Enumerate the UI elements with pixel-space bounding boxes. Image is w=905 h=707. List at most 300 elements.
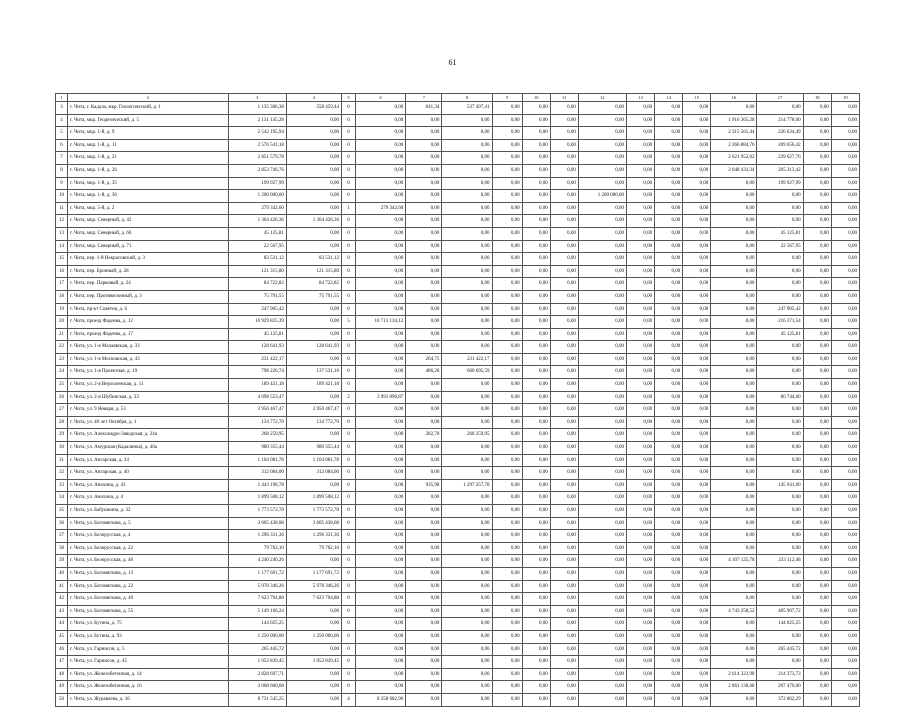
value-cell: 0,00: [442, 391, 492, 404]
value-cell: 0,00: [356, 567, 406, 580]
value-cell: 0,00: [522, 416, 550, 429]
value-cell: 1 177 691,72: [228, 567, 286, 580]
value-cell: 0,00: [356, 190, 406, 203]
value-cell: 0,00: [522, 139, 550, 152]
value-cell: 0,00: [655, 530, 683, 543]
value-cell: 0: [342, 555, 356, 568]
value-cell: 0,00: [711, 366, 757, 379]
value-cell: 265 445,72: [757, 643, 803, 656]
value-cell: 0,00: [627, 630, 655, 643]
value-cell: 1 104 081,78: [286, 454, 341, 467]
row-number-cell: 35: [56, 505, 68, 518]
value-cell: 0,00: [683, 202, 711, 215]
value-cell: 0,00: [831, 593, 859, 606]
value-cell: 0,00: [655, 190, 683, 203]
address-cell: г. Чита, ул. Ангарская, д. 34: [68, 454, 229, 467]
value-cell: 0,00: [406, 265, 442, 278]
row-number-cell: 29: [56, 429, 68, 442]
value-cell: 0,00: [757, 190, 803, 203]
value-cell: 0,00: [831, 479, 859, 492]
value-cell: 0,00: [627, 240, 655, 253]
row-number-cell: 44: [56, 618, 68, 631]
table-row: [56, 467, 860, 480]
value-cell: 1 200 000,00: [228, 190, 286, 203]
value-cell: 0,00: [803, 681, 831, 694]
value-cell: 0,00: [757, 341, 803, 354]
value-cell: 0,00: [683, 416, 711, 429]
value-cell: 0: [342, 139, 356, 152]
value-cell: 0,00: [522, 391, 550, 404]
value-cell: 0,00: [550, 341, 578, 354]
value-cell: 0,00: [655, 227, 683, 240]
value-cell: 0,00: [286, 190, 341, 203]
value-cell: 0: [342, 580, 356, 593]
value-cell: 0,00: [522, 668, 550, 681]
value-cell: 0,00: [442, 517, 492, 530]
row-number-cell: 40: [56, 567, 68, 580]
value-cell: 0,00: [522, 152, 550, 165]
value-cell: 0,00: [522, 681, 550, 694]
value-cell: 0,00: [492, 215, 522, 228]
value-cell: 0,00: [492, 454, 522, 467]
value-cell: 229 627,76: [757, 152, 803, 165]
value-cell: 0,00: [627, 278, 655, 291]
value-cell: 264,75: [406, 353, 442, 366]
value-cell: 0,00: [627, 467, 655, 480]
value-cell: 0,00: [803, 152, 831, 165]
value-cell: 247 905,42: [228, 303, 286, 316]
value-cell: 0,00: [831, 429, 859, 442]
value-cell: 0,00: [550, 316, 578, 329]
value-cell: 0,00: [803, 505, 831, 518]
table-row: [56, 454, 860, 467]
value-cell: 0,00: [286, 152, 341, 165]
value-cell: 0,00: [442, 316, 492, 329]
value-cell: 0,00: [803, 202, 831, 215]
value-cell: 0,00: [711, 341, 757, 354]
value-cell: 0,00: [578, 240, 626, 253]
value-cell: 0,00: [442, 580, 492, 593]
value-cell: 0,00: [711, 404, 757, 417]
value-cell: 2: [342, 391, 356, 404]
value-cell: 1 052 839,45: [228, 656, 286, 669]
value-cell: 0,00: [711, 190, 757, 203]
value-cell: 0,00: [522, 505, 550, 518]
value-cell: 0,00: [356, 530, 406, 543]
value-cell: 0,00: [406, 240, 442, 253]
value-cell: 0,00: [550, 366, 578, 379]
value-cell: 0,00: [683, 240, 711, 253]
value-cell: 0,00: [627, 618, 655, 631]
value-cell: 0,00: [683, 530, 711, 543]
table-row: [56, 152, 860, 165]
value-cell: 0,00: [442, 416, 492, 429]
value-cell: 2 131 145,28: [228, 114, 286, 127]
value-cell: 0,00: [803, 127, 831, 140]
value-cell: 0,00: [803, 618, 831, 631]
value-cell: 231 422,17: [228, 353, 286, 366]
value-cell: 0,00: [803, 240, 831, 253]
value-cell: 0,00: [655, 668, 683, 681]
value-cell: 0,00: [492, 379, 522, 392]
value-cell: 0,00: [711, 593, 757, 606]
value-cell: 0,00: [627, 530, 655, 543]
value-cell: 279 342,60: [356, 202, 406, 215]
row-number-cell: 33: [56, 479, 68, 492]
value-cell: 372 862,29: [757, 693, 803, 706]
address-cell: г. Чита, ул. Анохина, д. 4: [68, 492, 229, 505]
value-cell: 0,00: [492, 127, 522, 140]
value-cell: 0,00: [356, 114, 406, 127]
value-cell: 0,00: [356, 618, 406, 631]
value-cell: 0,00: [711, 567, 757, 580]
header-cell: 10: [522, 94, 550, 102]
value-cell: 0: [342, 404, 356, 417]
value-cell: 0,00: [522, 303, 550, 316]
address-cell: г. Чита, ул. Бабушкина, д. 32: [68, 505, 229, 518]
value-cell: 0,00: [803, 467, 831, 480]
value-cell: 0,00: [655, 467, 683, 480]
row-number-cell: 23: [56, 353, 68, 366]
address-cell: г. Чита, пер. Бронный, д. 28: [68, 265, 229, 278]
value-cell: 121 315,80: [228, 265, 286, 278]
value-cell: 0,00: [356, 555, 406, 568]
table-row: [56, 555, 860, 568]
table-row: [56, 593, 860, 606]
value-cell: 0,00: [550, 177, 578, 190]
value-cell: 0,00: [578, 517, 626, 530]
row-number-cell: 46: [56, 643, 68, 656]
value-cell: 0,00: [356, 353, 406, 366]
value-cell: 0,00: [406, 416, 442, 429]
value-cell: 0,00: [831, 366, 859, 379]
table-row: [56, 303, 860, 316]
value-cell: 0,00: [683, 693, 711, 706]
value-cell: 0,00: [627, 353, 655, 366]
value-cell: 0,00: [655, 328, 683, 341]
value-cell: 0,00: [550, 593, 578, 606]
value-cell: 0,00: [522, 530, 550, 543]
value-cell: 0,00: [757, 542, 803, 555]
value-cell: 0,00: [356, 177, 406, 190]
value-cell: 0,00: [655, 278, 683, 291]
value-cell: 0,00: [442, 240, 492, 253]
value-cell: 0,00: [803, 379, 831, 392]
value-cell: 537 497,41: [442, 102, 492, 115]
row-number-cell: 31: [56, 454, 68, 467]
row-number-cell: 42: [56, 593, 68, 606]
value-cell: 0,00: [442, 164, 492, 177]
value-cell: 0,00: [711, 391, 757, 404]
value-cell: 0,00: [627, 177, 655, 190]
value-cell: 3 605 438,08: [286, 517, 341, 530]
table-row: [56, 227, 860, 240]
value-cell: 0,00: [406, 177, 442, 190]
value-cell: 0,00: [578, 316, 626, 329]
value-cell: 0,00: [711, 693, 757, 706]
value-cell: 0: [342, 366, 356, 379]
value-cell: 0,00: [550, 290, 578, 303]
value-cell: 0,00: [578, 341, 626, 354]
value-cell: 0,00: [578, 215, 626, 228]
value-cell: 0,00: [655, 215, 683, 228]
row-number-cell: 50: [56, 693, 68, 706]
value-cell: 0,00: [442, 379, 492, 392]
value-cell: 0,00: [356, 102, 406, 115]
row-number-cell: 15: [56, 253, 68, 266]
value-cell: 0,00: [492, 643, 522, 656]
value-cell: 1 899 508,12: [286, 492, 341, 505]
value-cell: 0,00: [655, 353, 683, 366]
value-cell: 0,00: [442, 152, 492, 165]
value-cell: 0,00: [442, 215, 492, 228]
value-cell: 0,00: [757, 416, 803, 429]
value-cell: 0,00: [757, 290, 803, 303]
value-cell: 0,00: [550, 139, 578, 152]
value-cell: 0,00: [803, 102, 831, 115]
value-cell: 0,00: [803, 316, 831, 329]
value-cell: 0,00: [550, 643, 578, 656]
value-cell: 0,00: [442, 643, 492, 656]
value-cell: 0,00: [442, 139, 492, 152]
value-cell: 0,00: [627, 580, 655, 593]
value-cell: 0,00: [406, 341, 442, 354]
value-cell: 0,00: [803, 290, 831, 303]
value-cell: 0,00: [492, 630, 522, 643]
value-cell: 0,00: [803, 517, 831, 530]
value-cell: 0,00: [831, 102, 859, 115]
value-cell: 0,00: [522, 479, 550, 492]
value-cell: 0,00: [683, 177, 711, 190]
value-cell: 0,00: [578, 429, 626, 442]
row-number-cell: 48: [56, 668, 68, 681]
value-cell: 0,00: [550, 517, 578, 530]
value-cell: 0,00: [627, 656, 655, 669]
value-cell: 0,00: [550, 479, 578, 492]
row-number-cell: 4: [56, 114, 68, 127]
value-cell: 0,00: [522, 605, 550, 618]
value-cell: 0,00: [831, 693, 859, 706]
value-cell: 0: [342, 416, 356, 429]
value-cell: 0,00: [655, 442, 683, 455]
table-row: [56, 580, 860, 593]
row-number-cell: 20: [56, 316, 68, 329]
value-cell: 0,00: [578, 542, 626, 555]
value-cell: 45 125,81: [228, 328, 286, 341]
row-number-cell: 28: [56, 416, 68, 429]
value-cell: 0,00: [655, 630, 683, 643]
address-cell: г. Чита, ул. Александро-Заводская, д. 24а: [68, 429, 229, 442]
table-row: [56, 479, 860, 492]
table-row: [56, 353, 860, 366]
value-cell: 0,00: [683, 379, 711, 392]
value-cell: 1 104 081,78: [228, 454, 286, 467]
value-cell: 0,00: [683, 618, 711, 631]
value-cell: 0,00: [550, 467, 578, 480]
value-cell: 0,00: [627, 127, 655, 140]
value-cell: 0,00: [655, 517, 683, 530]
value-cell: 0,00: [550, 227, 578, 240]
value-cell: 0,00: [442, 605, 492, 618]
table-row: [56, 391, 860, 404]
value-cell: 2 315 561,44: [711, 127, 757, 140]
value-cell: 0,00: [627, 643, 655, 656]
value-cell: 0,00: [627, 139, 655, 152]
value-cell: 0,00: [831, 278, 859, 291]
row-number-cell: 49: [56, 681, 68, 694]
value-cell: 0,00: [683, 127, 711, 140]
value-cell: 0,00: [711, 328, 757, 341]
value-cell: 0,00: [578, 152, 626, 165]
value-cell: 0,00: [492, 593, 522, 606]
value-cell: 0,00: [492, 328, 522, 341]
value-cell: 0,00: [655, 429, 683, 442]
address-cell: г. Чита, ул. Ангарская, д. 40: [68, 467, 229, 480]
value-cell: 0,00: [831, 139, 859, 152]
value-cell: 4: [342, 693, 356, 706]
value-cell: 0,00: [757, 278, 803, 291]
table-row: [56, 681, 860, 694]
value-cell: 0,00: [803, 278, 831, 291]
value-cell: 0,00: [406, 328, 442, 341]
value-cell: 0,00: [492, 353, 522, 366]
value-cell: 0,00: [356, 416, 406, 429]
table-row: [56, 517, 860, 530]
value-cell: 0,00: [627, 341, 655, 354]
value-cell: 0,00: [757, 467, 803, 480]
value-cell: 3 068 600,68: [228, 681, 286, 694]
value-cell: 0,00: [757, 429, 803, 442]
table-row: [56, 215, 860, 228]
value-cell: 0,00: [492, 278, 522, 291]
row-number-cell: 22: [56, 341, 68, 354]
value-cell: 0,00: [655, 152, 683, 165]
value-cell: 0,00: [683, 643, 711, 656]
value-cell: 0,00: [442, 290, 492, 303]
value-cell: 0,00: [522, 341, 550, 354]
value-cell: 0,00: [550, 555, 578, 568]
value-cell: 0,00: [406, 215, 442, 228]
value-cell: 0,00: [522, 555, 550, 568]
header-cell: 4: [286, 94, 341, 102]
value-cell: 0,00: [522, 404, 550, 417]
value-cell: 137 531,16: [286, 366, 341, 379]
address-cell: г. Чита, проезд Фадеева, д. 12: [68, 316, 229, 329]
value-cell: 0,00: [655, 605, 683, 618]
table-row: [56, 492, 860, 505]
value-cell: 1 443 198,78: [228, 479, 286, 492]
value-cell: 0,00: [442, 668, 492, 681]
value-cell: 268 259,95: [442, 429, 492, 442]
address-cell: г. Чита, ул. Богомягкова, д. 22: [68, 580, 229, 593]
value-cell: 0,00: [550, 102, 578, 115]
value-cell: 0: [342, 190, 356, 203]
table-row: [56, 505, 860, 518]
value-cell: 0,00: [831, 341, 859, 354]
value-cell: 0,00: [831, 442, 859, 455]
value-cell: 0,00: [711, 492, 757, 505]
value-cell: 0,00: [522, 366, 550, 379]
value-cell: 0,00: [803, 567, 831, 580]
value-cell: 0,00: [356, 643, 406, 656]
value-cell: 0,00: [655, 555, 683, 568]
value-cell: 233 112,48: [757, 555, 803, 568]
header-cell: 9: [492, 94, 522, 102]
value-cell: 0,00: [831, 681, 859, 694]
value-cell: 0,00: [803, 265, 831, 278]
value-cell: 0,00: [711, 177, 757, 190]
value-cell: 45 125,81: [228, 227, 286, 240]
value-cell: 0,00: [711, 265, 757, 278]
value-cell: 0,00: [655, 366, 683, 379]
value-cell: 0,00: [406, 303, 442, 316]
value-cell: 0,00: [550, 454, 578, 467]
value-cell: 0,00: [492, 366, 522, 379]
value-cell: 0: [342, 517, 356, 530]
value-cell: 0,00: [578, 479, 626, 492]
value-cell: 0,00: [442, 341, 492, 354]
value-cell: 0,00: [550, 164, 578, 177]
value-cell: 0,00: [803, 328, 831, 341]
value-cell: 0,00: [550, 379, 578, 392]
value-cell: 0,00: [711, 454, 757, 467]
value-cell: 0,00: [356, 479, 406, 492]
table-row: [56, 328, 860, 341]
value-cell: 0,00: [522, 618, 550, 631]
value-cell: 0,00: [711, 505, 757, 518]
value-cell: 0,00: [578, 630, 626, 643]
value-cell: 0,00: [492, 341, 522, 354]
value-cell: 268 259,95: [228, 429, 286, 442]
value-cell: 0,00: [406, 139, 442, 152]
value-cell: 5 978 346,26: [286, 580, 341, 593]
value-cell: 0,00: [683, 555, 711, 568]
value-cell: 0,00: [757, 265, 803, 278]
value-cell: 0,00: [550, 391, 578, 404]
value-cell: 0,00: [406, 127, 442, 140]
address-cell: г. Чита, пер. Протяжелонный, д. 3: [68, 290, 229, 303]
value-cell: 0,00: [550, 442, 578, 455]
address-cell: г. Чита, мкр. Северный, д. 71: [68, 240, 229, 253]
value-cell: 1 773 572,78: [286, 505, 341, 518]
value-cell: 0,00: [356, 580, 406, 593]
value-cell: 0,00: [831, 114, 859, 127]
value-cell: 0,00: [655, 164, 683, 177]
value-cell: 0,00: [356, 492, 406, 505]
value-cell: 0,00: [578, 290, 626, 303]
value-cell: 0: [342, 567, 356, 580]
value-cell: 0,00: [356, 517, 406, 530]
value-cell: 0,00: [578, 656, 626, 669]
value-cell: 0,00: [803, 353, 831, 366]
value-cell: 0,00: [578, 454, 626, 467]
value-cell: 0,00: [711, 303, 757, 316]
value-cell: 0,00: [831, 316, 859, 329]
value-cell: 0,00: [406, 278, 442, 291]
value-cell: 0,00: [578, 139, 626, 152]
value-cell: 0: [342, 681, 356, 694]
value-cell: 0,00: [627, 366, 655, 379]
value-cell: 0,00: [492, 505, 522, 518]
table-row: [56, 416, 860, 429]
value-cell: 0,00: [492, 190, 522, 203]
table-row: [56, 630, 860, 643]
value-cell: 0,00: [406, 379, 442, 392]
value-cell: 0: [342, 265, 356, 278]
value-cell: 0,00: [831, 290, 859, 303]
row-number-cell: 41: [56, 580, 68, 593]
value-cell: 0,00: [406, 467, 442, 480]
